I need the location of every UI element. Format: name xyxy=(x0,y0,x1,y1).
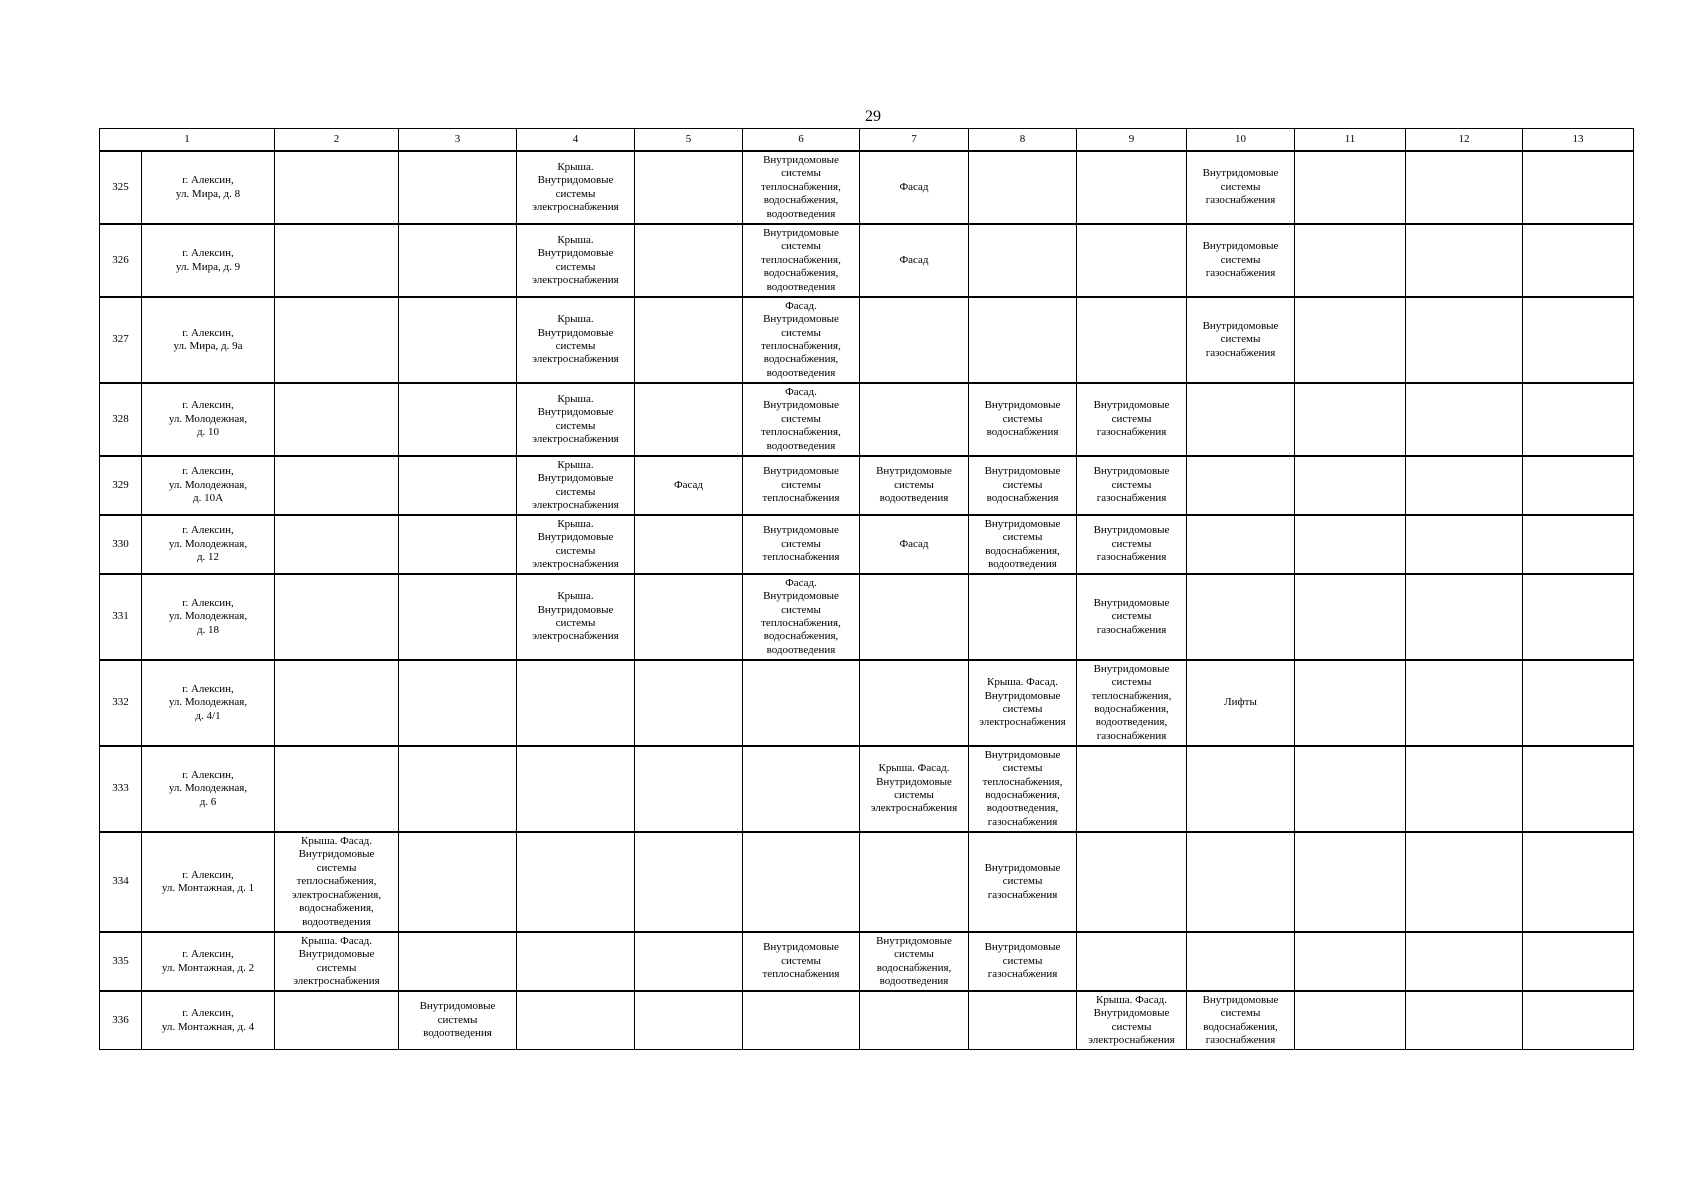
row-number: 335 xyxy=(100,932,142,991)
col-7-cell: Фасад xyxy=(860,515,969,574)
table-row xyxy=(100,151,1634,224)
col-13-cell xyxy=(1523,832,1634,932)
col-7-cell: Крыша. Фасад. Внутридомовые системы электроснабжения xyxy=(860,746,969,832)
column-header-7: 7 xyxy=(860,129,969,152)
address-cell: г. Алексин, ул. Молодежная, д. 18 xyxy=(142,574,275,660)
col-2-cell: Крыша. Фасад. Внутридомовые системы теплоснабжения, электроснабжения, водоснабжения, водоотведения xyxy=(275,832,399,932)
col-8-cell xyxy=(969,224,1077,297)
column-header-9: 9 xyxy=(1077,129,1187,152)
row-number: 325 xyxy=(100,151,142,224)
col-12-cell xyxy=(1406,224,1523,297)
column-header-5: 5 xyxy=(635,129,743,152)
table-row xyxy=(100,515,1634,574)
col-5-cell xyxy=(635,297,743,383)
col-12-cell xyxy=(1406,151,1523,224)
col-4-cell: Крыша. Внутридомовые системы электроснабжения xyxy=(517,297,635,383)
row-number: 336 xyxy=(100,991,142,1050)
col-10-cell: Внутридомовые системы газоснабжения xyxy=(1187,151,1295,224)
col-7-cell: Фасад xyxy=(860,224,969,297)
col-10-cell: Внутридомовые системы газоснабжения xyxy=(1187,224,1295,297)
table-row xyxy=(100,932,1634,991)
col-12-cell xyxy=(1406,574,1523,660)
row-number: 328 xyxy=(100,383,142,456)
col-7-cell xyxy=(860,383,969,456)
col-6-cell: Внутридомовые системы теплоснабжения xyxy=(743,515,860,574)
col-11-cell xyxy=(1295,574,1406,660)
col-7-cell xyxy=(860,991,969,1050)
repair-schedule-table xyxy=(99,128,1634,1050)
col-10-cell xyxy=(1187,383,1295,456)
col-10-cell xyxy=(1187,832,1295,932)
col-11-cell xyxy=(1295,297,1406,383)
col-6-cell xyxy=(743,660,860,746)
table-row xyxy=(100,574,1634,660)
col-8-cell xyxy=(969,574,1077,660)
col-6-cell: Фасад. Внутридомовые системы теплоснабжения, водоснабжения, водоотведения xyxy=(743,297,860,383)
row-number: 332 xyxy=(100,660,142,746)
col-12-cell xyxy=(1406,383,1523,456)
col-12-cell xyxy=(1406,660,1523,746)
col-8-cell xyxy=(969,991,1077,1050)
address-cell: г. Алексин, ул. Молодежная, д. 10 xyxy=(142,383,275,456)
col-13-cell xyxy=(1523,151,1634,224)
col-11-cell xyxy=(1295,832,1406,932)
col-13-cell xyxy=(1523,574,1634,660)
column-header-1: 1 xyxy=(100,129,275,152)
col-12-cell xyxy=(1406,746,1523,832)
column-header-8: 8 xyxy=(969,129,1077,152)
col-5-cell xyxy=(635,991,743,1050)
col-5-cell xyxy=(635,515,743,574)
col-11-cell xyxy=(1295,991,1406,1050)
col-2-cell xyxy=(275,151,399,224)
table-row xyxy=(100,991,1634,1050)
col-6-cell: Внутридомовые системы теплоснабжения xyxy=(743,456,860,515)
col-3-cell xyxy=(399,660,517,746)
col-13-cell xyxy=(1523,746,1634,832)
col-11-cell xyxy=(1295,746,1406,832)
table-row xyxy=(100,383,1634,456)
col-5-cell xyxy=(635,151,743,224)
col-4-cell xyxy=(517,832,635,932)
col-12-cell xyxy=(1406,456,1523,515)
col-8-cell: Внутридомовые системы газоснабжения xyxy=(969,832,1077,932)
col-13-cell xyxy=(1523,660,1634,746)
address-cell: г. Алексин, ул. Молодежная, д. 6 xyxy=(142,746,275,832)
row-number: 330 xyxy=(100,515,142,574)
col-3-cell xyxy=(399,746,517,832)
col-13-cell xyxy=(1523,224,1634,297)
col-4-cell: Крыша. Внутридомовые системы электроснабжения xyxy=(517,515,635,574)
col-6-cell xyxy=(743,746,860,832)
col-7-cell: Внутридомовые системы водоснабжения, водоотведения xyxy=(860,932,969,991)
col-2-cell xyxy=(275,383,399,456)
col-12-cell xyxy=(1406,297,1523,383)
col-9-cell: Крыша. Фасад. Внутридомовые системы электроснабжения xyxy=(1077,991,1187,1050)
col-5-cell xyxy=(635,660,743,746)
table-row xyxy=(100,660,1634,746)
col-2-cell xyxy=(275,574,399,660)
col-3-cell xyxy=(399,151,517,224)
column-header-3: 3 xyxy=(399,129,517,152)
col-11-cell xyxy=(1295,515,1406,574)
column-header-12: 12 xyxy=(1406,129,1523,152)
col-7-cell: Внутридомовые системы водоотведения xyxy=(860,456,969,515)
col-8-cell: Внутридомовые системы водоснабжения xyxy=(969,383,1077,456)
address-cell: г. Алексин, ул. Монтажная, д. 2 xyxy=(142,932,275,991)
col-10-cell xyxy=(1187,456,1295,515)
col-7-cell xyxy=(860,297,969,383)
col-2-cell xyxy=(275,224,399,297)
column-number-header-row xyxy=(100,129,1634,152)
col-11-cell xyxy=(1295,932,1406,991)
column-header-11: 11 xyxy=(1295,129,1406,152)
col-9-cell xyxy=(1077,932,1187,991)
address-cell: г. Алексин, ул. Молодежная, д. 10А xyxy=(142,456,275,515)
col-3-cell xyxy=(399,224,517,297)
col-4-cell xyxy=(517,660,635,746)
col-7-cell xyxy=(860,660,969,746)
col-4-cell: Крыша. Внутридомовые системы электроснабжения xyxy=(517,224,635,297)
col-6-cell: Фасад. Внутридомовые системы теплоснабжения, водоснабжения, водоотведения xyxy=(743,574,860,660)
col-8-cell: Внутридомовые системы водоснабжения xyxy=(969,456,1077,515)
col-10-cell xyxy=(1187,746,1295,832)
col-2-cell: Крыша. Фасад. Внутридомовые системы электроснабжения xyxy=(275,932,399,991)
col-3-cell xyxy=(399,297,517,383)
col-3-cell xyxy=(399,574,517,660)
table-row xyxy=(100,224,1634,297)
col-8-cell: Внутридомовые системы теплоснабжения, водоснабжения, водоотведения, газоснабжения xyxy=(969,746,1077,832)
row-number: 331 xyxy=(100,574,142,660)
col-13-cell xyxy=(1523,456,1634,515)
row-number: 327 xyxy=(100,297,142,383)
col-3-cell xyxy=(399,832,517,932)
address-cell: г. Алексин, ул. Молодежная, д. 4/1 xyxy=(142,660,275,746)
col-4-cell xyxy=(517,932,635,991)
col-10-cell xyxy=(1187,574,1295,660)
address-cell: г. Алексин, ул. Монтажная, д. 4 xyxy=(142,991,275,1050)
col-6-cell: Внутридомовые системы теплоснабжения, водоснабжения, водоотведения xyxy=(743,151,860,224)
col-5-cell: Фасад xyxy=(635,456,743,515)
col-4-cell: Крыша. Внутридомовые системы электроснабжения xyxy=(517,383,635,456)
col-3-cell xyxy=(399,383,517,456)
col-5-cell xyxy=(635,383,743,456)
col-12-cell xyxy=(1406,932,1523,991)
col-13-cell xyxy=(1523,515,1634,574)
col-9-cell xyxy=(1077,746,1187,832)
col-2-cell xyxy=(275,515,399,574)
col-13-cell xyxy=(1523,932,1634,991)
address-cell: г. Алексин, ул. Мира, д. 9 xyxy=(142,224,275,297)
column-header-6: 6 xyxy=(743,129,860,152)
col-10-cell: Внутридомовые системы газоснабжения xyxy=(1187,297,1295,383)
col-4-cell xyxy=(517,991,635,1050)
column-header-13: 13 xyxy=(1523,129,1634,152)
row-number: 329 xyxy=(100,456,142,515)
col-7-cell xyxy=(860,574,969,660)
col-12-cell xyxy=(1406,991,1523,1050)
col-9-cell: Внутридомовые системы газоснабжения xyxy=(1077,574,1187,660)
col-9-cell xyxy=(1077,151,1187,224)
col-9-cell xyxy=(1077,832,1187,932)
col-5-cell xyxy=(635,932,743,991)
col-5-cell xyxy=(635,746,743,832)
col-9-cell: Внутридомовые системы газоснабжения xyxy=(1077,515,1187,574)
table-row xyxy=(100,297,1634,383)
col-8-cell xyxy=(969,297,1077,383)
col-8-cell xyxy=(969,151,1077,224)
col-7-cell xyxy=(860,832,969,932)
col-6-cell: Внутридомовые системы теплоснабжения xyxy=(743,932,860,991)
col-12-cell xyxy=(1406,832,1523,932)
col-8-cell: Внутридомовые системы газоснабжения xyxy=(969,932,1077,991)
col-6-cell: Фасад. Внутридомовые системы теплоснабжения, водоотведения xyxy=(743,383,860,456)
col-13-cell xyxy=(1523,297,1634,383)
col-9-cell xyxy=(1077,297,1187,383)
address-cell: г. Алексин, ул. Мира, д. 9а xyxy=(142,297,275,383)
row-number: 334 xyxy=(100,832,142,932)
table-row xyxy=(100,832,1634,932)
col-11-cell xyxy=(1295,383,1406,456)
col-3-cell xyxy=(399,932,517,991)
col-6-cell xyxy=(743,832,860,932)
col-4-cell: Крыша. Внутридомовые системы электроснабжения xyxy=(517,456,635,515)
col-11-cell xyxy=(1295,660,1406,746)
col-2-cell xyxy=(275,660,399,746)
col-11-cell xyxy=(1295,224,1406,297)
col-3-cell: Внутридомовые системы водоотведения xyxy=(399,991,517,1050)
address-cell: г. Алексин, ул. Мира, д. 8 xyxy=(142,151,275,224)
col-2-cell xyxy=(275,297,399,383)
col-6-cell: Внутридомовые системы теплоснабжения, водоснабжения, водоотведения xyxy=(743,224,860,297)
col-9-cell: Внутридомовые системы газоснабжения xyxy=(1077,383,1187,456)
col-5-cell xyxy=(635,574,743,660)
col-8-cell: Крыша. Фасад. Внутридомовые системы электроснабжения xyxy=(969,660,1077,746)
col-5-cell xyxy=(635,224,743,297)
address-cell: г. Алексин, ул. Монтажная, д. 1 xyxy=(142,832,275,932)
page-number: 29 xyxy=(865,108,881,125)
col-10-cell xyxy=(1187,932,1295,991)
col-4-cell: Крыша. Внутридомовые системы электроснабжения xyxy=(517,574,635,660)
col-3-cell xyxy=(399,515,517,574)
col-10-cell: Лифты xyxy=(1187,660,1295,746)
col-12-cell xyxy=(1406,515,1523,574)
col-2-cell xyxy=(275,991,399,1050)
col-4-cell: Крыша. Внутридомовые системы электроснабжения xyxy=(517,151,635,224)
col-10-cell: Внутридомовые системы водоснабжения, газоснабжения xyxy=(1187,991,1295,1050)
column-header-2: 2 xyxy=(275,129,399,152)
col-4-cell xyxy=(517,746,635,832)
col-7-cell: Фасад xyxy=(860,151,969,224)
col-13-cell xyxy=(1523,991,1634,1050)
column-header-10: 10 xyxy=(1187,129,1295,152)
col-3-cell xyxy=(399,456,517,515)
col-2-cell xyxy=(275,456,399,515)
row-number: 333 xyxy=(100,746,142,832)
column-header-4: 4 xyxy=(517,129,635,152)
address-cell: г. Алексин, ул. Молодежная, д. 12 xyxy=(142,515,275,574)
col-11-cell xyxy=(1295,151,1406,224)
row-number: 326 xyxy=(100,224,142,297)
table-row xyxy=(100,456,1634,515)
col-9-cell xyxy=(1077,224,1187,297)
col-10-cell xyxy=(1187,515,1295,574)
col-11-cell xyxy=(1295,456,1406,515)
col-9-cell: Внутридомовые системы газоснабжения xyxy=(1077,456,1187,515)
col-6-cell xyxy=(743,991,860,1050)
col-13-cell xyxy=(1523,383,1634,456)
table-row xyxy=(100,746,1634,832)
col-5-cell xyxy=(635,832,743,932)
col-9-cell: Внутридомовые системы теплоснабжения, водоснабжения, водоотведения, газоснабжения xyxy=(1077,660,1187,746)
col-8-cell: Внутридомовые системы водоснабжения, водоотведения xyxy=(969,515,1077,574)
col-2-cell xyxy=(275,746,399,832)
